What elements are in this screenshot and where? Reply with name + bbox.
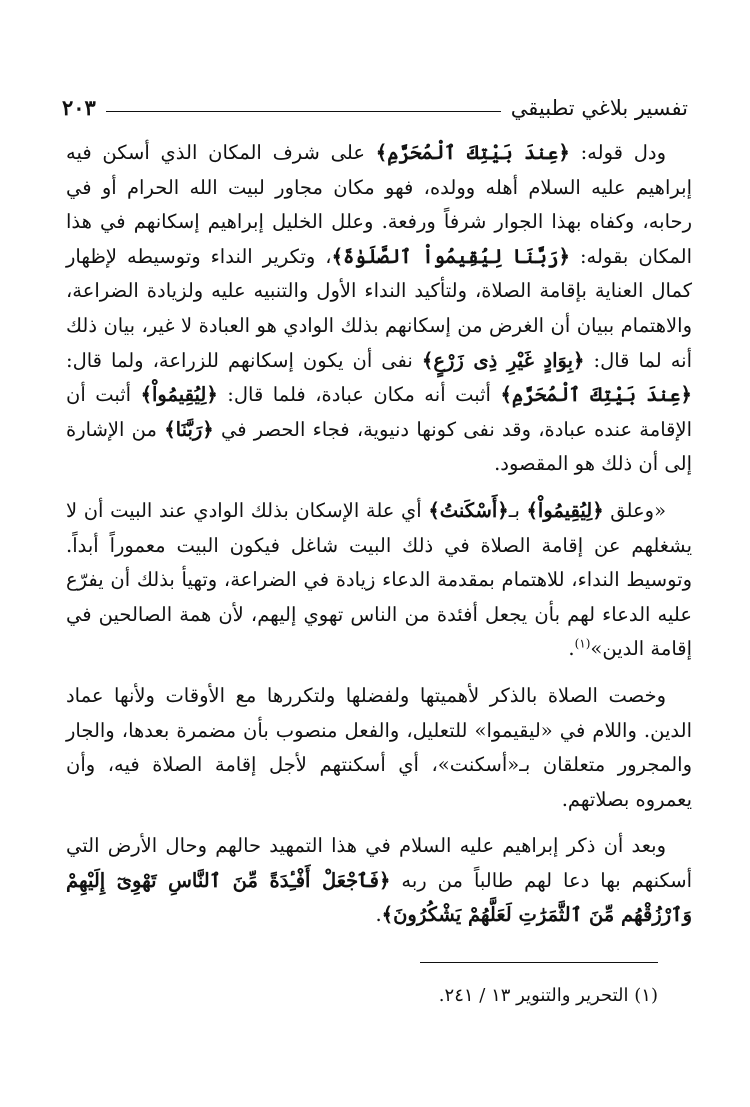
quran-quote: ﴿عِندَ بَيْتِكَ ٱلْمُحَرَّمِ﴾ — [500, 383, 692, 407]
paragraph — [66, 679, 692, 817]
text-run: ودل قوله: — [569, 141, 667, 164]
page-number: ٢٠٣ — [62, 95, 96, 120]
header-rule — [106, 111, 501, 112]
text-run: وبعد أن ذكر إبراهيم عليه السلام في هذا التمهيد حالهم وحال الأرض التي أسكنهم بها دعا لهم طالباً من ربه — [66, 834, 693, 892]
quran-quote: ﴿فَٱجْعَلْ أَفْـِٔدَةً مِّنَ ٱلنَّاسِ تَهْوِىٓ إِلَيْهِمْ وَٱرْزُقْهُم مِّنَ ٱلثَّمَرَٰتِ لَعَلَّهُمْ يَشْكُرُونَ﴾ — [66, 868, 692, 927]
text-run: أثبت أن الإقامة عنده عبادة، وقد نفى كونها دنيوية، فجاء الحصر في — [66, 383, 693, 441]
text-run: وخصت الصلاة بالذكر لأهميتها ولفضلها ولتكررها مع الأوقات ولأنها عماد الدين. واللام في «ليقيموا» للتعليل، والفعل منصوب بأن مضمرة بعدها، والجار والمجرور متعلقان بـ«أسكنت»، أي أسكنتهم لأجل إقامة الصلاة فيه، وأن يعمروه بصلاتهم. — [66, 683, 692, 811]
text-run: من الإشارة إلى أن ذلك هو المقصود. — [66, 417, 692, 476]
text-run: . — [568, 637, 575, 661]
book-title: تفسير بلاغي تطبيقي — [510, 96, 688, 120]
quran-quote: ﴿لِيُقِيمُواْ﴾ — [140, 383, 218, 407]
text-run: «وعلق — [603, 498, 666, 522]
footnote: (١) التحرير والتنوير ١٣ / ٢٤١. — [438, 985, 658, 1006]
quran-quote: ﴿أَسْكَنتُ﴾ — [428, 498, 509, 522]
body-text — [66, 136, 692, 933]
text-run: أي علة الإسكان بذلك الوادي عند البيت أن لا يشغلهم عن إقامة الصلاة في ذلك البيت شاغل فيكون البيت معموراً أبداً. وتوسيط النداء، للاهتمام بمقدمة الدعاء زيادة في الضراعة، وتهيأ بذلك أن يفرّع عليه الدعاء لهم بأن يجعل أفئدة من الناس تهوي إليهم، لأن همة الصالحين في إقامة الدين» — [66, 498, 692, 661]
footnote-marker: (١) — [574, 636, 591, 651]
quran-quote: ﴿رَبَّنَا﴾ — [164, 417, 214, 441]
text-run: بـ — [508, 498, 527, 522]
paragraph — [66, 829, 692, 933]
footnote-rule — [420, 962, 658, 963]
quran-quote: ﴿لِيُقِيمُواْ﴾ — [526, 498, 604, 522]
text-run: أثبت أنه مكان عبادة، فلما قال: — [217, 383, 501, 407]
running-header — [62, 84, 688, 120]
paragraph — [66, 136, 692, 482]
text-run: . — [375, 903, 382, 927]
quran-quote: ﴿رَبَّنَا لِيُقِيمُواْ ٱلصَّلَوٰةَ﴾ — [331, 244, 570, 268]
text-run: نفى أن يكون إسكانهم للزراعة، ولما قال: — [66, 348, 422, 372]
quran-quote: ﴿بِوَادٍ غَيْرِ ذِى زَرْعٍ﴾ — [421, 348, 585, 372]
quran-quote: ﴿عِندَ بَيْتِكَ ٱلْمُحَرَّمِ﴾ — [375, 141, 570, 164]
text-run: على شرف المكان الذي أسكن فيه إبراهيم عليه السلام أهله وولده، فهو مكان مجاور لبيت الله الحرام أو في رحابه، وكفاه بهذا الجوار شرفاً ورفعة. وعلل الخليل إبراهيم إسكانهم في هذا المكان بقوله: — [66, 141, 692, 268]
paragraph — [66, 494, 692, 667]
text-run: ، وتكرير النداء وتوسيطه لإظهار كمال العناية بإقامة الصلاة، ولتأكيد النداء الأول والتنبيه عليه ولزيادة الضراعة، والاهتمام ببيان أن الغرض من إسكانهم بذلك الوادي هو العبادة لا غير، بيان ذلك أنه لما قال: — [66, 244, 693, 372]
